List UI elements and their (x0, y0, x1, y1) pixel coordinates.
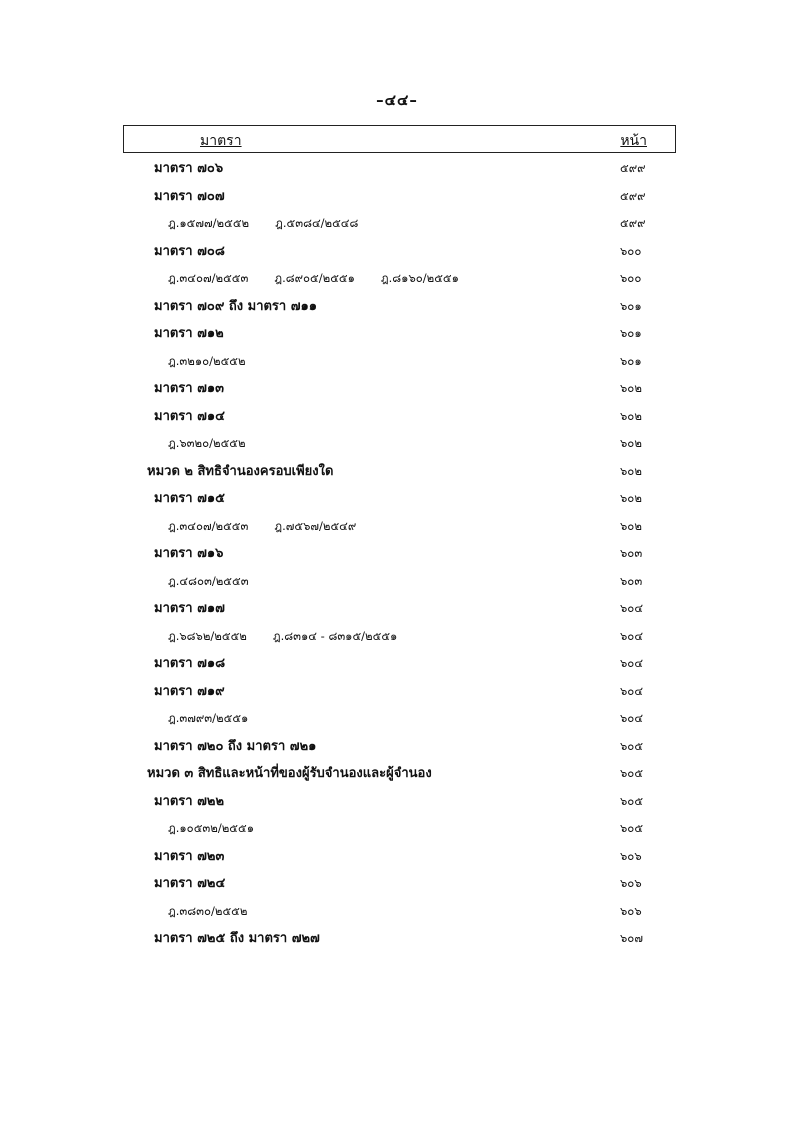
case-reference: ฎ.๑๕๗๗/๒๕๕๒ ฎ.๕๓๘๔/๒๕๔๘ (168, 216, 359, 230)
section-row (0, 595, 794, 623)
entry-page-number: ๖๐๒ (620, 436, 642, 450)
entry-page-number: ๖๐๔ (620, 711, 644, 725)
entry-page-number: ๖๐๒ (620, 518, 642, 533)
entry-page-number: ๖๐๕ (620, 766, 644, 780)
section-row (0, 403, 794, 431)
entry-page-number: ๖๐๐ (620, 243, 642, 258)
section-row (0, 155, 794, 183)
entry-page-number: ๖๐๑ (620, 326, 642, 340)
entry-page-number: ๖๐๑ (620, 298, 642, 313)
section-row (0, 870, 794, 898)
entry-page-number: ๖๐๒ (620, 408, 642, 423)
entry-title: มาตรา ๗๑๒ (154, 326, 224, 341)
table-header (123, 125, 676, 153)
section-row (0, 540, 794, 568)
entry-title: มาตรา ๗๒๔ (154, 876, 226, 891)
entry-page-number: ๕๙๙ (620, 216, 646, 230)
chapter-row (0, 458, 794, 486)
case-reference: ฎ.๖๘๖๒/๒๕๕๒ ฎ.๘๓๑๔ - ๘๓๑๕/๒๕๕๑ (168, 628, 398, 643)
case-row (0, 815, 794, 843)
case-reference: ฎ.๔๘๐๓/๒๕๕๓ (168, 573, 249, 588)
section-row (0, 293, 794, 321)
section-row (0, 375, 794, 403)
entry-page-number: ๖๐๔ (620, 628, 644, 643)
section-row (0, 320, 794, 348)
entry-page-number: ๖๐๐ (620, 271, 642, 285)
case-row (0, 265, 794, 293)
section-row (0, 925, 794, 953)
header-section-label: มาตรา (200, 133, 242, 149)
index-entries (0, 155, 794, 953)
entry-page-number: ๕๙๙ (620, 161, 646, 175)
entry-page-number: ๖๐๑ (620, 353, 642, 368)
entry-page-number: ๖๐๖ (620, 876, 642, 890)
case-reference: ฎ.๓๒๑๐/๒๕๕๒ (168, 353, 246, 368)
chapter-row (0, 760, 794, 788)
page-number: –๔๔– (376, 91, 418, 109)
entry-title: มาตรา ๗๑๗ (154, 601, 225, 616)
entry-page-number: ๖๐๖ (620, 903, 642, 918)
entry-title: มาตรา ๗๐๖ (154, 161, 224, 176)
section-row (0, 238, 794, 266)
entry-page-number: ๖๐๔ (620, 656, 644, 670)
entry-page-number: ๖๐๓ (620, 573, 643, 588)
section-row (0, 183, 794, 211)
case-reference: ฎ.๓๔๐๗/๒๕๕๓ ฎ.๘๙๐๕/๒๕๕๑ ฎ.๘๑๖๐/๒๕๕๑ (168, 271, 459, 285)
entry-page-number: ๖๐๓ (620, 546, 643, 560)
case-reference: ฎ.๖๓๒๐/๒๕๕๒ (168, 436, 246, 450)
entry-page-number: ๖๐๗ (620, 931, 643, 945)
entry-title: มาตรา ๗๑๖ (154, 546, 224, 561)
entry-title: มาตรา ๗๑๓ (154, 381, 225, 396)
entry-page-number: ๖๐๔ (620, 683, 644, 698)
entry-page-number: ๖๐๕ (620, 738, 644, 753)
case-row (0, 898, 794, 926)
entry-page-number: ๖๐๕ (620, 821, 644, 835)
case-row (0, 210, 794, 238)
header-page-label: หน้า (620, 133, 647, 149)
entry-page-number: ๖๐๕ (620, 793, 644, 808)
entry-title: มาตรา ๗๑๕ (154, 491, 225, 506)
case-row (0, 348, 794, 376)
entry-page-number: ๖๐๒ (620, 381, 642, 395)
case-row (0, 568, 794, 596)
section-row (0, 843, 794, 871)
entry-title: มาตรา ๗๒๕ ถึง มาตรา ๗๒๗ (154, 931, 320, 946)
section-row (0, 733, 794, 761)
entry-title: มาตรา ๗๐๘ (154, 243, 225, 259)
section-row (0, 650, 794, 678)
section-row (0, 788, 794, 816)
entry-title: หมวด ๒ สิทธิจำนองครอบเพียงใด (147, 463, 334, 479)
entry-title: มาตรา ๗๒๒ (154, 793, 225, 809)
entry-page-number: ๖๐๔ (620, 601, 644, 615)
entry-title: มาตรา ๗๑๔ (154, 408, 225, 424)
entry-page-number: ๖๐๖ (620, 848, 642, 863)
case-row (0, 430, 794, 458)
entry-title: มาตรา ๗๑๘ (154, 656, 226, 671)
section-row (0, 678, 794, 706)
entry-page-number: ๖๐๒ (620, 463, 642, 478)
case-reference: ฎ.๓๔๐๗/๒๕๕๓ ฎ.๗๕๖๗/๒๕๔๙ (168, 518, 357, 533)
case-reference: ฎ.๓๗๙๓/๒๕๕๑ (168, 711, 249, 725)
entry-title: มาตรา ๗๐๙ ถึง มาตรา ๗๑๑ (154, 298, 318, 314)
case-reference: ฎ.๑๐๕๓๒/๒๕๕๑ (168, 821, 255, 835)
case-reference: ฎ.๓๘๓๐/๒๕๕๒ (168, 903, 248, 918)
entry-page-number: ๖๐๒ (620, 491, 642, 505)
case-row (0, 705, 794, 733)
entry-title: มาตรา ๗๑๙ (154, 683, 225, 699)
entry-title: มาตรา ๗๐๗ (154, 188, 225, 204)
entry-page-number: ๕๙๙ (620, 188, 646, 203)
entry-title: มาตรา ๗๒๐ ถึง มาตรา ๗๒๑ (154, 738, 317, 754)
entry-title: มาตรา ๗๒๓ (154, 848, 225, 864)
entry-title: หมวด ๓ สิทธิและหน้าที่ของผู้รับจำนองและผู้จำนอง (147, 766, 432, 781)
case-row (0, 513, 794, 541)
case-row (0, 623, 794, 651)
section-row (0, 485, 794, 513)
